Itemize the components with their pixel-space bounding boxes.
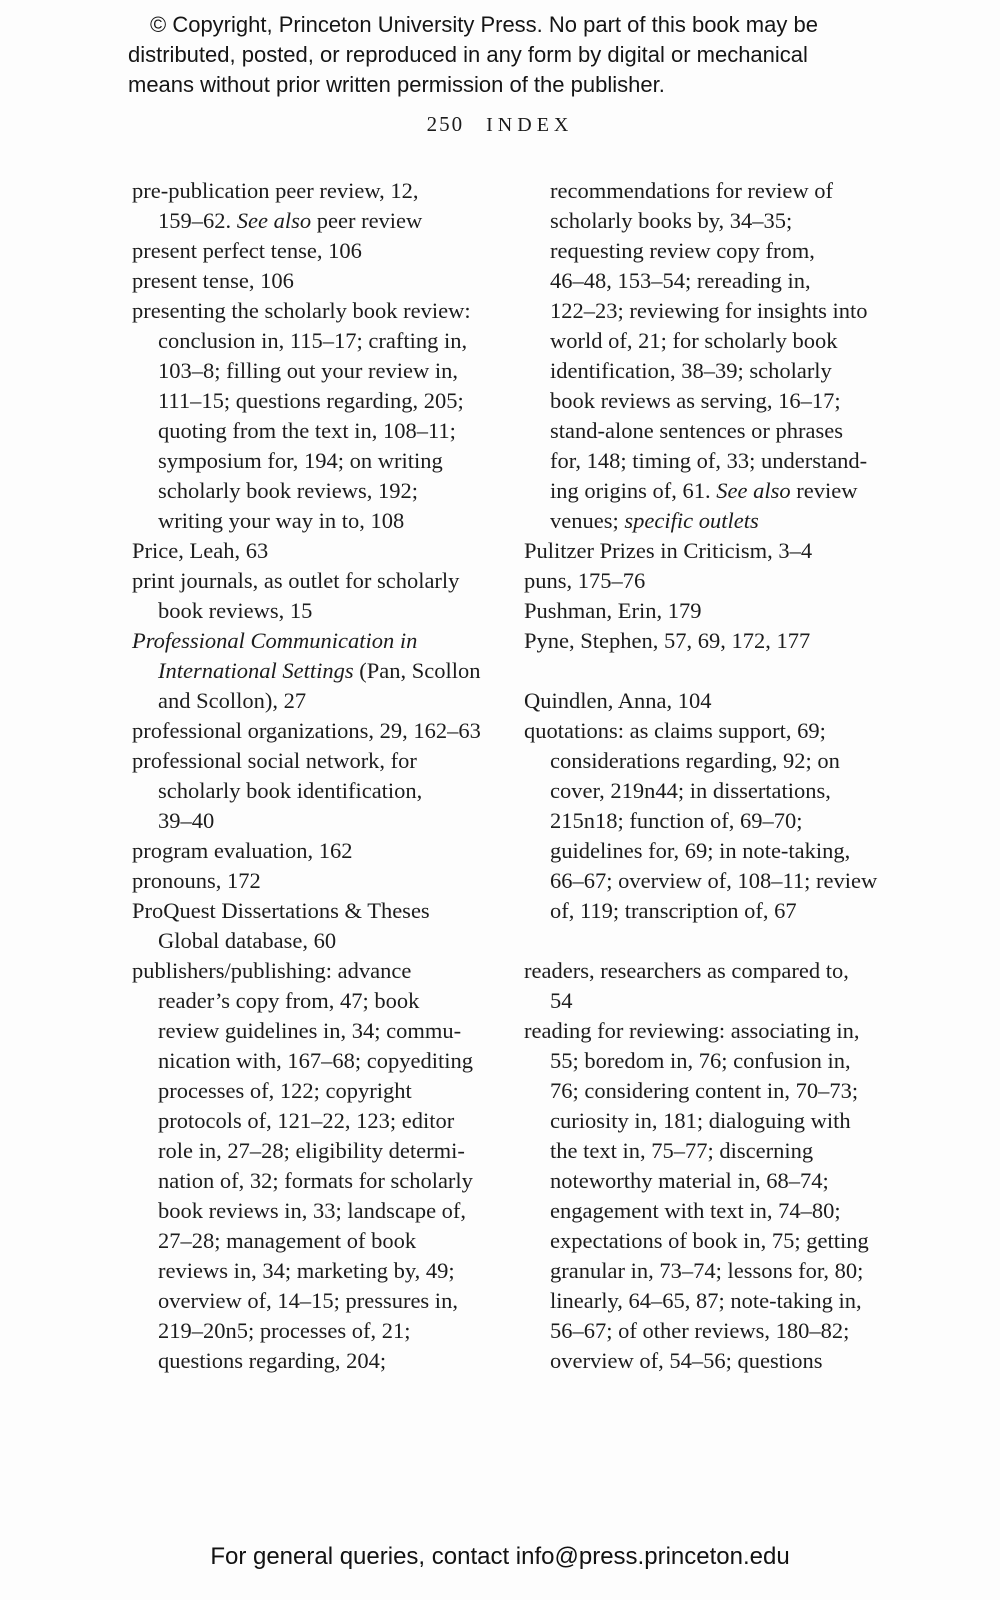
index-line: [524, 896, 904, 926]
index-line: [132, 1166, 497, 1196]
index-line-run: scholarly books by, 34–35;: [550, 208, 793, 233]
footer-contact: For general queries, contact info@press.princeton.edu: [210, 1543, 790, 1570]
index-line-run: puns, 175–76: [524, 568, 646, 593]
index-line-run: 111–15; questions regarding, 205;: [158, 388, 464, 413]
index-line: [524, 1166, 904, 1196]
section-title: INDEX: [486, 114, 574, 136]
index-line-run: 39–40: [158, 808, 215, 833]
index-line-run: of, 119; transcription of, 67: [550, 898, 797, 923]
index-line: [132, 836, 497, 866]
index-line-run: 27–28; management of book: [158, 1228, 417, 1253]
index-line: [132, 1076, 497, 1106]
index-line-run: linearly, 64–65, 87; note-taking in,: [550, 1288, 862, 1313]
index-line: [132, 956, 497, 986]
index-line: [524, 1016, 904, 1046]
index-line: [524, 986, 904, 1016]
index-line-run: requesting review copy from,: [550, 238, 815, 263]
index-line: [524, 776, 904, 806]
index-line-run: Pulitzer Prizes in Criticism, 3–4: [524, 538, 813, 563]
index-line: [132, 296, 497, 326]
index-line-run: guidelines for, 69; in note-taking,: [550, 838, 851, 863]
index-line: [524, 506, 904, 536]
index-line-run: review guidelines in, 34; commu-: [158, 1018, 462, 1043]
index-line-run: present perfect tense, 106: [132, 238, 362, 263]
index-line-run: 54: [550, 988, 573, 1013]
index-line-run: identification, 38–39; scholarly: [550, 358, 832, 383]
index-line: [132, 686, 497, 716]
index-line-run: International Settings: [158, 658, 354, 683]
index-line-run: See also: [236, 208, 312, 233]
index-line: [524, 596, 904, 626]
index-line-run: venues;: [550, 508, 625, 533]
index-line-blank: [524, 926, 904, 956]
index-line: [132, 506, 497, 536]
index-line: [132, 926, 497, 956]
index-line-blank: [524, 656, 904, 686]
index-line-run: the text in, 75–77; discerning: [550, 1138, 814, 1163]
index-line: [132, 1136, 497, 1166]
index-line-run: print journals, as outlet for scholarly: [132, 568, 460, 593]
index-line-run: Price, Leah, 63: [132, 538, 269, 563]
index-line-run: 46–48, 153–54; rereading in,: [550, 268, 811, 293]
index-line: [524, 1226, 904, 1256]
index-line-run: (Pan, Scollon: [353, 658, 481, 683]
index-line-run: 159–62.: [158, 208, 237, 233]
index-line-run: expectations of book in, 75; getting: [550, 1228, 869, 1253]
index-line-run: Professional Communication in: [132, 628, 418, 653]
index-line-run: cover, 219n44; in dissertations,: [550, 778, 831, 803]
index-line: [132, 716, 497, 746]
index-line-run: nation of, 32; formats for scholarly: [158, 1168, 473, 1193]
index-line: [524, 266, 904, 296]
index-line-run: world of, 21; for scholarly book: [550, 328, 838, 353]
index-line: [132, 776, 497, 806]
index-line-run: 56–67; of other reviews, 180–82;: [550, 1318, 850, 1343]
index-line-run: ing origins of, 61.: [550, 478, 717, 503]
index-line-run: curiosity in, 181; dialoguing with: [550, 1108, 851, 1133]
copyright-line: distributed, posted, or reproduced in any form by digital or mechanical: [128, 42, 808, 67]
index-line: [132, 236, 497, 266]
index-line: [524, 956, 904, 986]
index-line: [132, 1106, 497, 1136]
index-line-run: reader’s copy from, 47; book: [158, 988, 420, 1013]
index-line: [132, 1286, 497, 1316]
index-line-run: writing your way in to, 108: [158, 508, 405, 533]
index-line: [524, 1106, 904, 1136]
index-line-run: Quindlen, Anna, 104: [524, 688, 712, 713]
index-line: [132, 1016, 497, 1046]
index-line-run: and Scollon), 27: [158, 688, 307, 713]
index-line: [524, 236, 904, 266]
index-line: [132, 896, 497, 926]
index-line: [132, 326, 497, 356]
index-line-run: Pyne, Stephen, 57, 69, 172, 177: [524, 628, 811, 653]
index-line-run: specific outlets: [624, 508, 759, 533]
index-line-run: book reviews as serving, 16–17;: [550, 388, 841, 413]
index-line: [132, 986, 497, 1016]
index-line: [524, 1256, 904, 1286]
index-line: [524, 626, 904, 656]
index-line: [524, 866, 904, 896]
index-line-run: Global database, 60: [158, 928, 337, 953]
index-line: [524, 476, 904, 506]
index-line: [132, 206, 497, 236]
index-line-run: questions regarding, 204;: [158, 1348, 387, 1373]
index-line-run: Pushman, Erin, 179: [524, 598, 702, 623]
index-line-run: role in, 27–28; eligibility determi-: [158, 1138, 465, 1163]
index-line-run: overview of, 14–15; pressures in,: [158, 1288, 458, 1313]
index-line-run: 76; considering content in, 70–73;: [550, 1078, 859, 1103]
index-line: [132, 866, 497, 896]
index-line-run: protocols of, 121–22, 123; editor: [158, 1108, 455, 1133]
index-line: [524, 716, 904, 746]
index-line-run: See also: [716, 478, 791, 503]
index-line: [524, 356, 904, 386]
index-line: [524, 806, 904, 836]
index-line-run: program evaluation, 162: [132, 838, 353, 863]
index-line-run: granular in, 73–74; lessons for, 80;: [550, 1258, 864, 1283]
index-line-run: readers, researchers as compared to,: [524, 958, 849, 983]
index-line-run: 122–23; reviewing for insights into: [550, 298, 868, 323]
index-line-run: present tense, 106: [132, 268, 294, 293]
index-line-run: reading for reviewing: associating in,: [524, 1018, 860, 1043]
index-line-run: scholarly book identification,: [158, 778, 423, 803]
index-line: [524, 416, 904, 446]
index-line-run: presenting the scholarly book review:: [132, 298, 471, 323]
index-line-run: overview of, 54–56; questions: [550, 1348, 823, 1373]
index-line-run: considerations regarding, 92; on: [550, 748, 840, 773]
index-line-run: peer review: [311, 208, 423, 233]
index-line-run: review: [790, 478, 858, 503]
index-line-run: ProQuest Dissertations & Theses: [132, 898, 430, 923]
index-line-run: 219–20n5; processes of, 21;: [158, 1318, 411, 1343]
index-line-run: professional organizations, 29, 162–63: [132, 718, 481, 743]
index-line: [132, 476, 497, 506]
index-line: [524, 686, 904, 716]
index-line-run: noteworthy material in, 68–74;: [550, 1168, 829, 1193]
index-line: [524, 1316, 904, 1346]
index-line: [524, 176, 904, 206]
index-line-run: nication with, 167–68; copyediting: [158, 1048, 473, 1073]
index-column-left: [132, 176, 497, 1376]
index-line-run: pronouns, 172: [132, 868, 261, 893]
index-line: [524, 206, 904, 236]
index-line: [132, 1316, 497, 1346]
index-line-run: processes of, 122; copyright: [158, 1078, 412, 1103]
page-number: 250: [426, 112, 465, 136]
page-header: [0, 112, 1000, 137]
index-line: [524, 536, 904, 566]
index-line-run: 66–67; overview of, 108–11; review: [550, 868, 878, 893]
index-line: [524, 836, 904, 866]
index-line: [132, 446, 497, 476]
index-line-run: book reviews in, 33; landscape of,: [158, 1198, 467, 1223]
index-line: [524, 386, 904, 416]
index-line-run: quoting from the text in, 108–11;: [158, 418, 456, 443]
index-line: [132, 1226, 497, 1256]
index-line-run: professional social network, for: [132, 748, 417, 773]
index-line: [524, 1286, 904, 1316]
index-line: [132, 1256, 497, 1286]
index-line-run: book reviews, 15: [158, 598, 313, 623]
index-line: [132, 266, 497, 296]
index-line: [524, 296, 904, 326]
index-line: [132, 416, 497, 446]
index-column-right: [524, 176, 904, 1376]
index-line-run: for, 148; timing of, 33; understand-: [550, 448, 868, 473]
index-line: [132, 806, 497, 836]
index-line-run: pre-publication peer review, 12,: [132, 178, 419, 203]
index-line-run: 103–8; filling out your review in,: [158, 358, 458, 383]
index-line-run: publishers/publishing: advance: [132, 958, 412, 983]
index-line-run: symposium for, 194; on writing: [158, 448, 443, 473]
index-line-run: 215n18; function of, 69–70;: [550, 808, 803, 833]
index-line: [524, 1076, 904, 1106]
index-line-run: conclusion in, 115–17; crafting in,: [158, 328, 468, 353]
index-line: [132, 1346, 497, 1376]
index-line: [524, 1046, 904, 1076]
index-line: [132, 1046, 497, 1076]
index-line: [132, 536, 497, 566]
index-line: [132, 656, 497, 686]
copyright-notice: [128, 10, 848, 100]
index-line: [132, 386, 497, 416]
index-line-run: 55; boredom in, 76; confusion in,: [550, 1048, 851, 1073]
index-line: [524, 446, 904, 476]
index-line: [132, 566, 497, 596]
copyright-line: means without prior written permission of the publisher.: [128, 72, 665, 97]
index-line-run: reviews in, 34; marketing by, 49;: [158, 1258, 455, 1283]
index-line: [524, 746, 904, 776]
index-line: [132, 1196, 497, 1226]
index-line-run: recommendations for review of: [550, 178, 834, 203]
index-line: [524, 1196, 904, 1226]
index-line: [132, 176, 497, 206]
copyright-line: © Copyright, Princeton University Press. No part of this book may be: [150, 12, 818, 37]
index-line-run: quotations: as claims support, 69;: [524, 718, 826, 743]
index-line: [132, 596, 497, 626]
index-line-run: stand-alone sentences or phrases: [550, 418, 844, 443]
index-line: [132, 626, 497, 656]
index-line: [132, 746, 497, 776]
index-line: [524, 1346, 904, 1376]
index-line: [524, 566, 904, 596]
index-line: [524, 1136, 904, 1166]
index-line: [524, 326, 904, 356]
index-line: [132, 356, 497, 386]
index-line-run: engagement with text in, 74–80;: [550, 1198, 841, 1223]
index-line-run: scholarly book reviews, 192;: [158, 478, 418, 503]
